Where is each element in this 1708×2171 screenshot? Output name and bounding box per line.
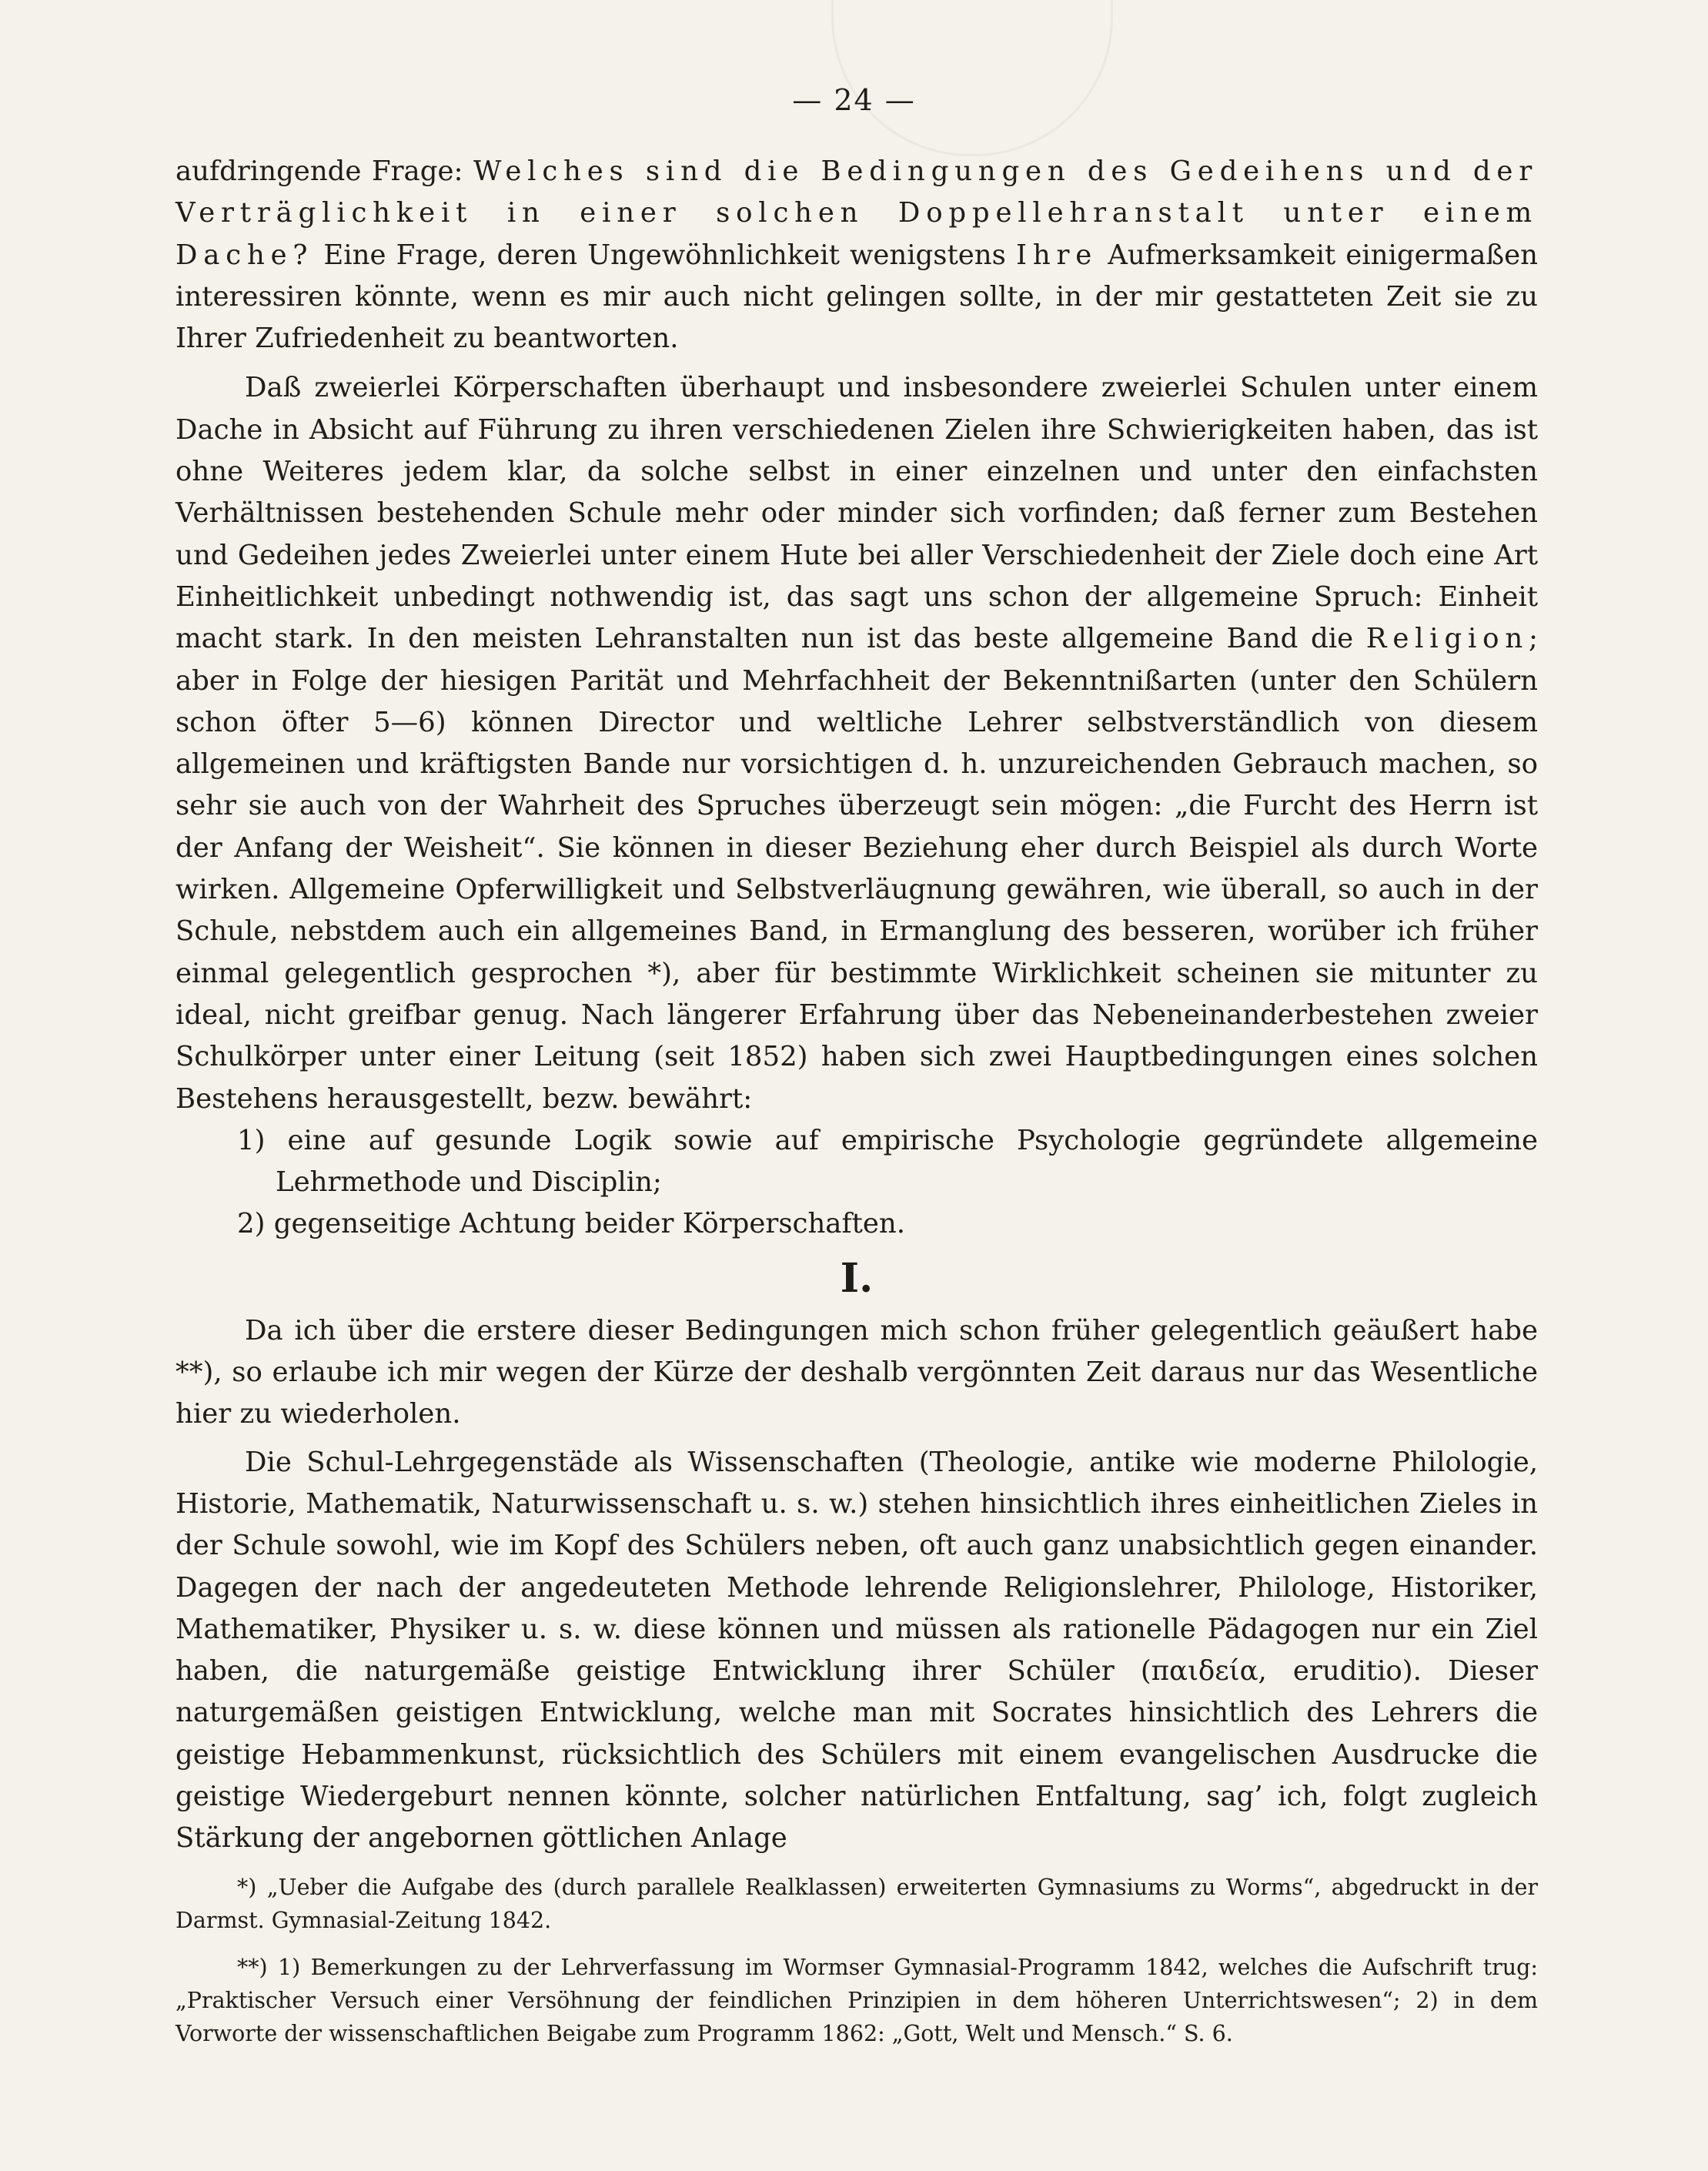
footnotes bbox=[175, 1871, 1538, 2050]
paragraph-4: Die Schul-Lehrgegenstäde als Wissenschaften (Theologie, antike wie moderne Philologie, Historie, Mathematik, Naturwissenschaft u. s. w.) stehen hinsichtlich ihres einheitlichen Zieles in der Schule sowohl, wie im Kopf des Schülers neben, oft auch ganz unabsichtlich gegen einander. Dagegen der nach der angedeuteten Methode lehrende Religionslehrer, Philologe, Historiker, Mathematiker, Physiker u. s. w. diese können und müssen als rationelle Pädagogen nur ein Ziel haben, die naturgemäße geistige Entwicklung ihrer Schüler (παιδεία, eruditio). Dieser naturgemäßen geistigen Entwicklung, welche man mit Socrates hinsichtlich des Lehrers die geistige Hebammenkunst, rücksichtlich des Schülers mit einem evangelischen Ausdrucke die geistige Wiedergeburt nennen könnte, solcher natürlichen Entfaltung, sag’ ich, folgt zugleich Stärkung der angebornen göttlichen Anlage bbox=[175, 1446, 1538, 1855]
question-emphasis: Welches sind die Bedingungen des Gedeihens und der Verträglichkeit in einer solchen Doppellehranstalt unter einem Dache? bbox=[175, 156, 1538, 271]
body-text bbox=[175, 151, 1538, 1860]
list-item: 2) gegenseitige Achtung beider Körperschaften. bbox=[237, 1208, 906, 1240]
list-item: 1) eine auf gesunde Logik sowie auf empirische Psychologie gegründete allgemeine Lehrmethode und Disciplin; bbox=[237, 1124, 1538, 1199]
footnote-1: *) „Ueber die Aufgabe des (durch parallele Realklassen) erweiterten Gymnasiums zu Worms“, abgedruckt in der Darmst. Gymnasial-Zeitung 1842. bbox=[175, 1875, 1538, 1933]
paragraph-1: aufdringende Frage: Welches sind die Bedingungen des Gedeihens und der Verträglichkeit in einer solchen Doppellehranstalt unter einem Dache? Eine Frage, deren Ungewöhnlichkeit wenigstens Ihre Aufmerksamkeit einigermaßen interessiren könnte, wenn es mir auch nicht gelingen sollte, in der mir gestatteten Zeit sie zu Ihrer Zufriedenheit zu beantworten. bbox=[175, 156, 1538, 355]
ihre-emphasis: Ihre bbox=[1015, 239, 1098, 271]
section-heading: I. bbox=[840, 1254, 874, 1302]
library-stamp-mark bbox=[831, 0, 1113, 156]
paragraph-3: Da ich über die erstere dieser Bedingungen mich schon früher gelegentlich geäußert habe **), so erlaube ich mir wegen der Kürze der deshalb vergönnten Zeit daraus nur das Wesentliche hier zu wiederholen. bbox=[175, 1314, 1538, 1430]
religion-emphasis: Religion bbox=[1365, 623, 1529, 655]
page-number: — 24 — bbox=[792, 83, 916, 117]
paragraph-2: Daß zweierlei Körperschaften überhaupt und insbesondere zweierlei Schulen unter einem Dache in Absicht auf Führung zu ihren verschiedenen Zielen ihre Schwierigkeiten haben, das ist ohne Weiteres jedem klar, da solche selbst in einer einzelnen und unter den einfachsten Verhältnissen bestehenden Schule mehr oder minder sich vorfinden; daß ferner zum Bestehen und Gedeihen jedes Zweierlei unter einem Hute bei aller Verschiedenheit der Ziele doch eine Art Einheitlichkeit unbedingt nothwendig ist, das sagt uns schon der allgemeine Spruch: Einheit macht stark. In den meisten Lehranstalten nun ist das beste allgemeine Band die Religion; aber in Folge der hiesigen Parität und Mehrfachheit der Bekenntnißarten (unter den Schülern schon öfter 5—6) können Director und weltliche Lehrer selbstverständlich von diesem allgemeinen und kräftigsten Bande nur vorsichtigen d. h. unzureichenden Gebrauch machen, so sehr sie auch von der Wahrheit des Spruches überzeugt sein mögen: „die Furcht des Herrn ist der Anfang der Weisheit“. Sie können in dieser Beziehung eher durch Beispiel als durch Worte wirken. Allgemeine Opferwilligkeit und Selbstverläugnung gewähren, wie überall, so auch in der Schule, nebstdem auch ein allgemeines Band, in Ermanglung des besseren, worüber ich früher einmal gelegentlich gesprochen *), aber für bestimmte Wirklichkeit scheinen sie mitunter zu ideal, nicht greifbar genug. Nach längerer Erfahrung über das Nebeneinanderbestehen zweier Schulkörper unter einer Leitung (seit 1852) haben sich zwei Hauptbedingungen eines solchen Bestehens herausgestellt, bezw. bewährt: bbox=[175, 372, 1538, 1115]
footnote-2: **) 1) Bemerkungen zu der Lehrverfassung im Wormser Gymnasial-Programm 1842, welches die Aufschrift trug: „Praktischer Versuch einer Versöhnung der feindlichen Prinzipien in dem höheren Unterrichtswesen“; 2) in dem Vorworte der wissenschaftlichen Beigabe zum Programm 1862: „Gott, Welt und Mensch.“ S. 6. bbox=[175, 1955, 1538, 2046]
conditions-list bbox=[175, 1120, 1538, 1246]
